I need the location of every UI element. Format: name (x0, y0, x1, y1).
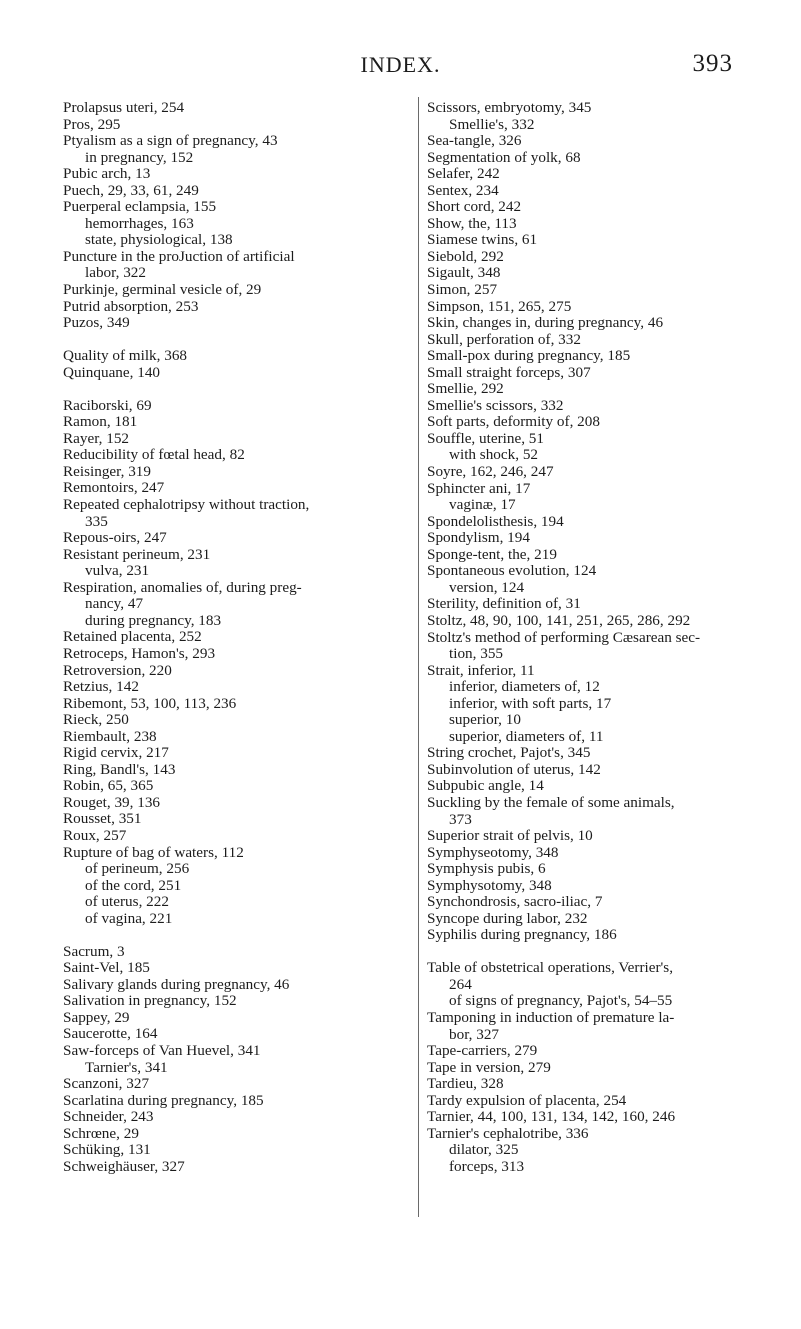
index-entry: Ribemont, 53, 100, 113, 236 (63, 694, 237, 712)
index-subentry: of perineum, 256 (85, 860, 190, 878)
index-entry: Simpson, 151, 265, 275 (427, 297, 572, 315)
index-entry: Puech, 29, 33, 61, 249 (63, 181, 199, 199)
index-entry: Tamponing in induction of premature la- (427, 1009, 675, 1027)
index-entry: Souffle, uterine, 51 (427, 429, 544, 447)
index-subentry: Smellie's, 332 (449, 115, 535, 133)
index-entry: Quality of milk, 368 (63, 347, 188, 365)
index-entry: Scanzoni, 327 (63, 1075, 150, 1093)
index-entry: Symphysotomy, 348 (427, 876, 552, 894)
index-column-left (63, 100, 398, 1175)
index-entry: Pubic arch, 13 (63, 165, 151, 183)
index-entry: Ptyalism as a sign of pregnancy, 43 (63, 132, 278, 150)
index-subentry: vaginæ, 17 (449, 496, 516, 514)
index-entry: Syphilis during pregnancy, 186 (427, 926, 617, 944)
index-entry: Ramon, 181 (63, 413, 138, 431)
index-entry: Retroceps, Hamon's, 293 (63, 644, 216, 662)
index-subentry: state, physiological, 138 (85, 231, 233, 249)
index-entry: Rayer, 152 (63, 429, 130, 447)
index-entry: Syncope during labor, 232 (427, 909, 588, 927)
section-gap (427, 944, 777, 961)
index-entry: Strait, inferior, 11 (427, 661, 535, 679)
index-entry: Retzius, 142 (63, 678, 139, 696)
index-entry: Stoltz, 48, 90, 100, 141, 251, 265, 286, 292 (427, 611, 691, 629)
index-entry: Soft parts, deformity of, 208 (427, 413, 600, 431)
index-entry: Small straight forceps, 307 (427, 363, 591, 381)
index-entry: Rousset, 351 (63, 810, 142, 828)
index-entry: String crochet, Pajot's, 345 (427, 744, 591, 762)
index-entry: Rieck, 250 (63, 711, 129, 729)
index-subentry: vulva, 231 (85, 562, 150, 580)
index-entry: Tarnier's cephalotribe, 336 (427, 1124, 589, 1142)
index-subentry: in pregnancy, 152 (85, 148, 194, 166)
index-entry: Simon, 257 (427, 281, 498, 299)
index-entry: Sea-tangle, 326 (427, 132, 522, 150)
index-entry-continuation: labor, 322 (85, 264, 146, 282)
index-entry-continuation: 264 (449, 975, 472, 993)
index-entry: Smellie's scissors, 332 (427, 396, 564, 414)
index-entry: Siebold, 292 (427, 247, 504, 265)
index-entry: Tardy expulsion of placenta, 254 (427, 1091, 627, 1109)
index-entry: Puzos, 349 (63, 314, 130, 332)
index-entry: Skin, changes in, during pregnancy, 46 (427, 314, 664, 332)
index-entry: Sappey, 29 (63, 1008, 130, 1026)
index-entry: Schrœne, 29 (63, 1124, 139, 1142)
index-entry: Synchondrosis, sacro-iliac, 7 (427, 893, 603, 911)
index-entry: Show, the, 113 (427, 214, 517, 232)
index-entry: Sentex, 234 (427, 181, 499, 199)
index-entry: Sponge-tent, the, 219 (427, 545, 557, 563)
index-entry: Subpubic angle, 14 (427, 777, 544, 795)
index-entry: Resistant perineum, 231 (63, 545, 211, 563)
index-entry: Respiration, anomalies of, during preg- (63, 578, 302, 596)
index-entry: Puncture in the proJuction of artificial (63, 247, 295, 265)
index-entry-continuation: nancy, 47 (85, 595, 144, 613)
index-entry: Raciborski, 69 (63, 396, 152, 414)
index-entry: Putrid absorption, 253 (63, 297, 199, 315)
index-entry: Robin, 65, 365 (63, 777, 154, 795)
index-entry: Remontoirs, 247 (63, 479, 165, 497)
index-subentry: during pregnancy, 183 (85, 611, 222, 629)
column-divider (418, 97, 419, 1217)
index-column-right (427, 100, 777, 1176)
index-entry: Quinquane, 140 (63, 363, 161, 381)
index-entry: Skull, perforation of, 332 (427, 330, 581, 348)
index-entry: Reisinger, 319 (63, 462, 151, 480)
page-title: INDEX. (360, 52, 441, 77)
index-subentry: of the cord, 251 (85, 876, 182, 894)
index-subentry: Tarnier's, 341 (85, 1058, 168, 1076)
index-entry-continuation: 335 (85, 512, 108, 530)
index-entry: Pros, 295 (63, 115, 121, 133)
index-entry: Selafer, 242 (427, 165, 500, 183)
page-header (0, 52, 801, 82)
index-entry: Scissors, embryotomy, 345 (427, 99, 592, 116)
index-entry: Segmentation of yolk, 68 (427, 148, 581, 166)
index-entry: Siamese twins, 61 (427, 231, 538, 249)
index-entry: Schüking, 131 (63, 1141, 151, 1159)
index-subentry: dilator, 325 (449, 1141, 519, 1159)
index-subentry: version, 124 (449, 578, 525, 596)
index-entry: Tape in version, 279 (427, 1058, 551, 1076)
index-entry-continuation: tion, 355 (449, 645, 504, 663)
index-entry: Symphysis pubis, 6 (427, 860, 546, 878)
index-entry: Sigault, 348 (427, 264, 501, 282)
index-subentry: inferior, diameters of, 12 (449, 678, 600, 696)
section-gap (63, 381, 398, 398)
index-entry: Tape-carriers, 279 (427, 1042, 538, 1060)
index-entry: Subinvolution of uterus, 142 (427, 760, 601, 778)
index-entry: Repeated cephalotripsy without traction, (63, 496, 310, 514)
index-entry: Reducibility of fœtal head, 82 (63, 446, 245, 464)
index-subentry: superior, diameters of, 11 (449, 727, 604, 745)
index-entry-continuation: bor, 327 (449, 1025, 500, 1043)
index-entry: Saw-forceps of Van Huevel, 341 (63, 1042, 261, 1060)
index-entry: Retained placenta, 252 (63, 628, 202, 646)
index-entry: Puerperal eclampsia, 155 (63, 198, 217, 216)
index-entry: Saint-Vel, 185 (63, 959, 150, 977)
index-entry: Retroversion, 220 (63, 661, 172, 679)
index-entry: Sterility, definition of, 31 (427, 595, 581, 613)
index-subentry: hemorrhages, 163 (85, 214, 194, 232)
index-entry: Saucerotte, 164 (63, 1025, 158, 1043)
index-entry: Rigid cervix, 217 (63, 744, 169, 762)
index-entry: Sphincter ani, 17 (427, 479, 531, 497)
index-entry: Symphyseotomy, 348 (427, 843, 559, 861)
index-entry: Salivation in pregnancy, 152 (63, 992, 237, 1010)
index-entry: Repous-oirs, 247 (63, 529, 167, 547)
index-entry: Roux, 257 (63, 826, 127, 844)
index-subentry: of signs of pregnancy, Pajot's, 54–55 (449, 992, 673, 1010)
index-entry: Ring, Bandl's, 143 (63, 760, 176, 778)
index-entry: Sacrum, 3 (63, 942, 125, 960)
index-entry: Prolapsus uteri, 254 (63, 99, 185, 116)
index-entry: Scarlatina during pregnancy, 185 (63, 1091, 264, 1109)
index-entry: Spondylism, 194 (427, 529, 530, 547)
index-entry: Schweighäuser, 327 (63, 1157, 185, 1175)
index-subentry: inferior, with soft parts, 17 (449, 694, 612, 712)
index-subentry: superior, 10 (449, 711, 521, 729)
index-entry: Suckling by the female of some animals, (427, 793, 675, 811)
index-subentry: forceps, 313 (449, 1157, 525, 1175)
index-entry-continuation: 373 (449, 810, 472, 828)
index-entry: Smellie, 292 (427, 380, 504, 398)
index-entry: Schneider, 243 (63, 1108, 154, 1126)
index-entry: Soyre, 162, 246, 247 (427, 463, 554, 481)
page-number: 393 (692, 50, 733, 77)
index-subentry: of uterus, 222 (85, 893, 169, 911)
index-entry: Purkinje, germinal vesicle of, 29 (63, 281, 262, 299)
index-subentry: with shock, 52 (449, 446, 539, 464)
index-entry: Superior strait of pelvis, 10 (427, 827, 593, 845)
index-entry: Salivary glands during pregnancy, 46 (63, 975, 290, 993)
section-gap (63, 332, 398, 349)
index-entry: Short cord, 242 (427, 198, 522, 216)
index-entry: Spontaneous evolution, 124 (427, 562, 597, 580)
index-entry: Tarnier, 44, 100, 131, 134, 142, 160, 246 (427, 1108, 676, 1126)
section-gap (63, 927, 398, 944)
index-entry: Rouget, 39, 136 (63, 793, 161, 811)
index-entry: Stoltz's method of performing Cæsarean sec- (427, 628, 701, 646)
index-entry: Small-pox during pregnancy, 185 (427, 347, 631, 365)
index-subentry: of vagina, 221 (85, 909, 173, 927)
index-entry: Spondelolisthesis, 194 (427, 512, 564, 530)
index-entry: Rupture of bag of waters, 112 (63, 843, 244, 861)
index-entry: Riembault, 238 (63, 727, 157, 745)
index-entry: Tardieu, 328 (427, 1075, 504, 1093)
index-entry: Table of obstetrical operations, Verrier's, (427, 959, 673, 977)
